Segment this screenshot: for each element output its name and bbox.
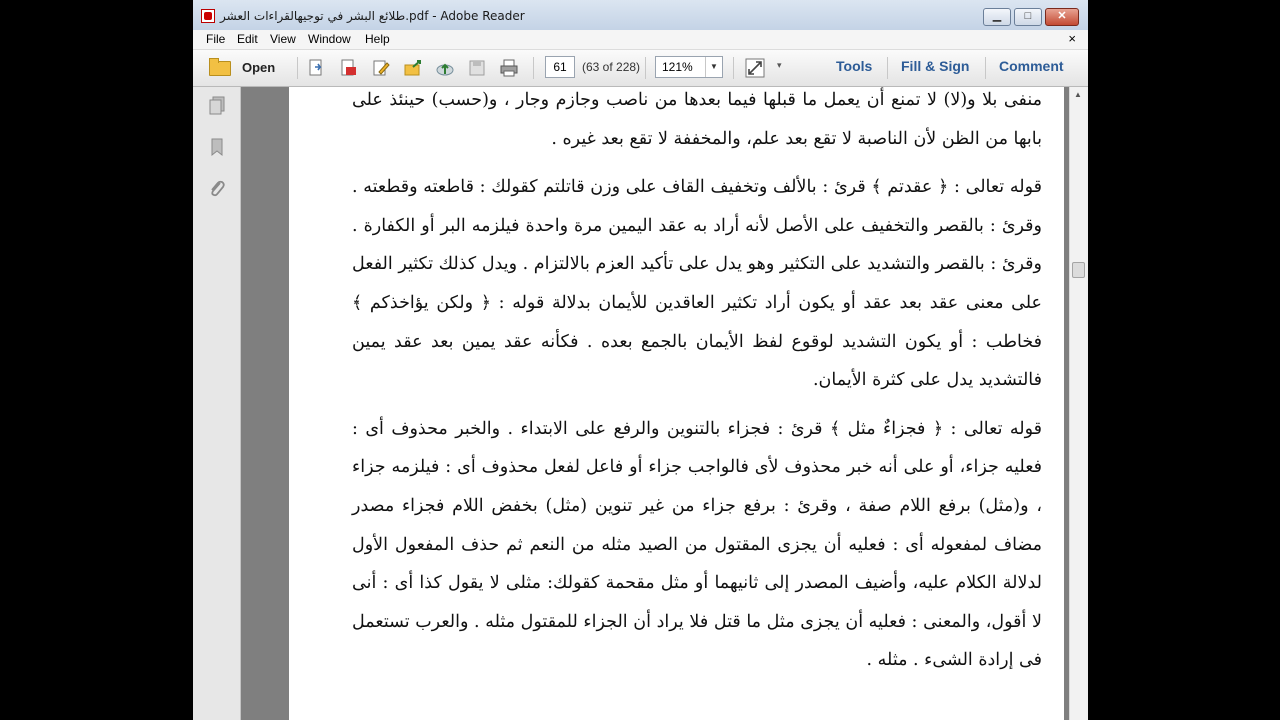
toolbar-divider bbox=[887, 57, 888, 79]
open-label: Open bbox=[242, 60, 276, 75]
menu-window[interactable]: Window bbox=[308, 32, 351, 46]
maximize-button[interactable]: □ bbox=[1014, 8, 1042, 26]
create-pdf-icon[interactable] bbox=[307, 58, 327, 78]
paragraph: قوله تعالى : ﴿ فجزاءٌ مثل ﴾ قرئ : فجزاء بالتنوين والرفع على الابتداء . والخبر محذوف أى : فعليه جزاء، أو على أنه خبر محذوف لأى فالواجب جزاء أو فاعل لفعل محذوف أى : فيلزمه جزاء ، و(مثل) برفع اللام صفة ، وقرئ : برفع جزاء من غير تنوين (مثل) بخفض اللام فجزاء مصدر مضاف لمفعوله أى : فعليه أن يجزى المقتول من الصيد مثله من النعم ثم حذف المفعول الأول لدلالة الكلام عليه، وأضيف المصدر إلى ثانيهما أو مثل مقحمة كقولك: مثلى لا يقول كذا أى : أنى لا أقول، والمعنى : فعليه أن يجزى مثل ما قتل فلا يراد أن الجزاء للمقتول مثله . والعرب تستعمل فى إرادة الشىء . مثله . bbox=[352, 418, 1042, 671]
page-text bbox=[352, 87, 1042, 680]
menu-view[interactable]: View bbox=[270, 32, 296, 46]
fill-sign-pane-button[interactable]: Fill & Sign bbox=[901, 58, 970, 74]
attachments-paperclip-icon[interactable] bbox=[207, 179, 227, 199]
toolbar-divider bbox=[733, 57, 734, 79]
paragraph: قوله تعالى : ﴿ عقدتم ﴾ قرئ : بالألف وتخفيف القاف على وزن قاتلتم كقولك : قاطعته وقطعته . وقرئ : بالقصر والتخفيف على الأصل لأنه أراد به عقد اليمين مرة واحدة فيلزمه البر أو الكفارة . وقرئ : بالقصر والتشديد على التكثير وهو يدل على تأكيد العزم بالالتزام . ويدل كذلك تكثير الفعل على معنى عقد بعد عقد أو يكون أراد تكثير العاقدين للأيمان بدلالة قوله : ﴿ ولكن يؤاخذكم ﴾ فخاطب : أو يكون التشديد لوقوع لفظ الأيمان بالجمع بعده . فكأنه عقد يمين بعد عقد يمين فالتشديد يدل على كثرة الأيمان. bbox=[352, 177, 1042, 391]
save-icon[interactable] bbox=[467, 58, 487, 78]
open-button[interactable] bbox=[205, 57, 281, 79]
zoom-value: 121% bbox=[662, 60, 693, 74]
comment-pane-button[interactable]: Comment bbox=[999, 58, 1064, 74]
bookmarks-icon[interactable] bbox=[207, 137, 227, 157]
pdf-page bbox=[289, 87, 1064, 720]
tools-pane-button[interactable]: Tools bbox=[836, 58, 873, 74]
menu-edit[interactable]: Edit bbox=[237, 32, 258, 46]
zoom-select[interactable] bbox=[655, 56, 723, 78]
scroll-up-arrow-icon[interactable]: ▲ bbox=[1074, 90, 1082, 99]
vertical-scrollbar[interactable] bbox=[1069, 87, 1086, 720]
window-title: طلائع البشر في توجيهالقراءات العشر.pdf - Adobe Reader bbox=[220, 9, 525, 23]
fit-page-icon[interactable] bbox=[745, 58, 765, 78]
toolbar-divider bbox=[297, 57, 298, 79]
close-button[interactable]: ✕ bbox=[1045, 8, 1079, 26]
page-thumbnails-icon[interactable] bbox=[207, 96, 227, 116]
chevron-down-icon[interactable]: ▼ bbox=[705, 57, 722, 77]
title-bar bbox=[193, 0, 1088, 30]
menu-help[interactable]: Help bbox=[365, 32, 390, 46]
document-close-icon[interactable]: × bbox=[1068, 31, 1076, 46]
scrollbar-thumb[interactable] bbox=[1072, 262, 1085, 278]
pdf-icon bbox=[201, 9, 215, 23]
toolbar bbox=[193, 50, 1088, 87]
page-number-input[interactable]: 61 bbox=[545, 56, 575, 78]
export-pdf-icon[interactable] bbox=[339, 58, 359, 78]
paragraph: منفى بلا و(لا) لا تمنع أن يعمل ما قبلها فيما بعدها من ناصب وجازم وجار ، و(حسب) حينئذ على بابها من الظن لأن الناصبة لا تقع بعد علم، والمخففة لا تقع بعد غيره . bbox=[352, 90, 1042, 149]
edit-pdf-icon[interactable] bbox=[371, 58, 391, 78]
upload-cloud-icon[interactable] bbox=[435, 58, 455, 78]
adobe-reader-window bbox=[193, 0, 1088, 720]
document-viewport[interactable] bbox=[241, 87, 1070, 720]
minimize-button[interactable]: ▁ bbox=[983, 8, 1011, 26]
print-icon[interactable] bbox=[499, 58, 519, 78]
toolbar-divider bbox=[645, 57, 646, 79]
page-count: (63 of 228) bbox=[582, 60, 641, 74]
folder-icon bbox=[209, 61, 231, 76]
toolbar-divider bbox=[985, 57, 986, 79]
navigation-pane bbox=[193, 87, 241, 720]
customize-toolbar-icon[interactable]: ▾ bbox=[777, 60, 782, 70]
menu-bar bbox=[193, 30, 1088, 50]
share-folder-icon[interactable] bbox=[403, 58, 423, 78]
menu-file[interactable]: File bbox=[206, 32, 226, 46]
toolbar-divider bbox=[533, 57, 534, 79]
